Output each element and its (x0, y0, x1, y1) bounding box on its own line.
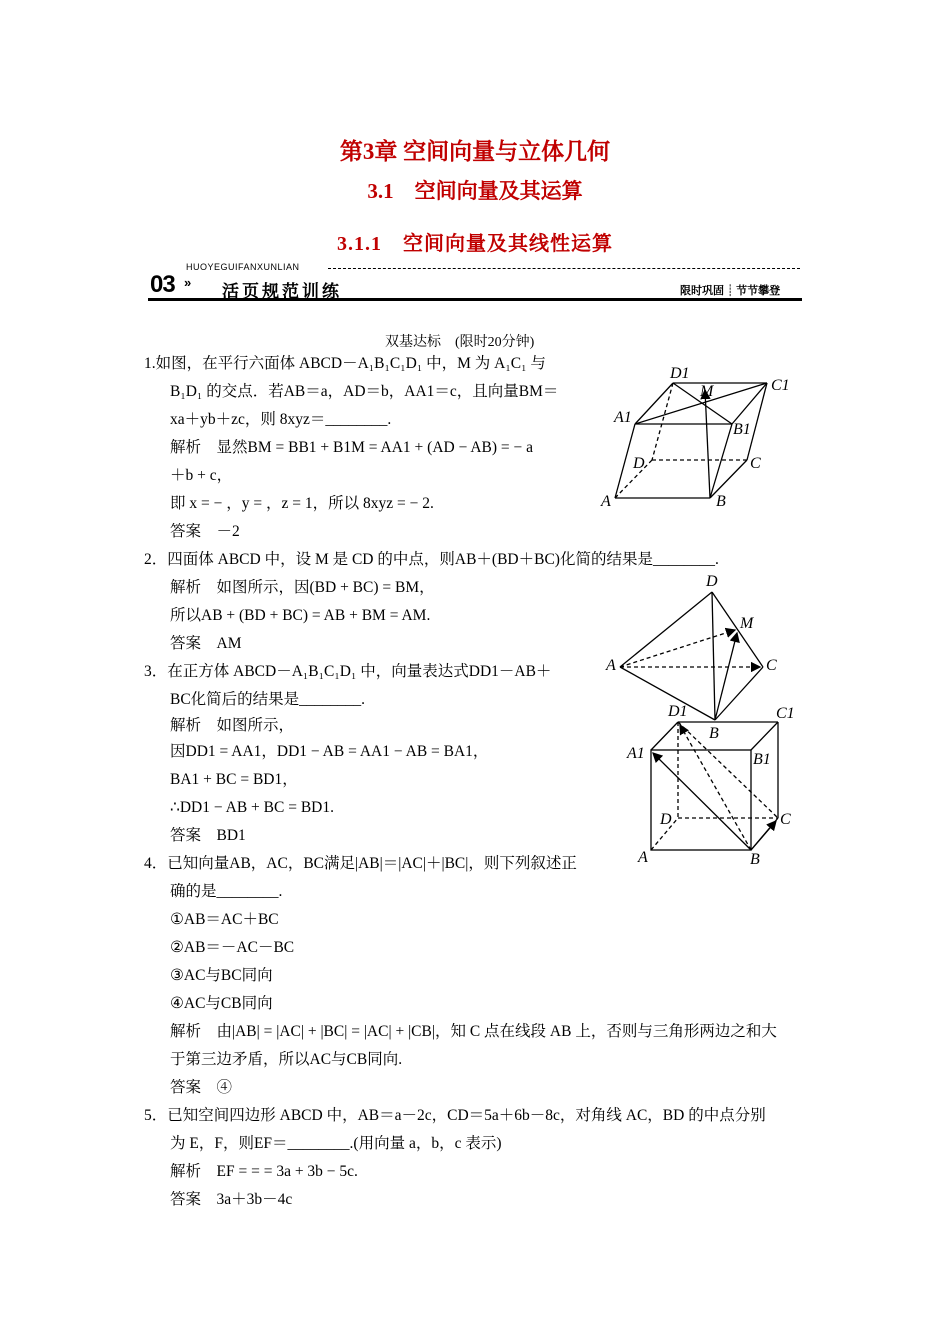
section-header: 双基达标 (限时20分钟) (385, 335, 535, 350)
problem-3-analysis-1: 解析 如图所示， (170, 717, 295, 734)
problem-1-analysis-3: 即 x = − ，y = ，z = 1，所以 8xyz = − 2. (170, 495, 434, 512)
problem-4-option-3: ③AC与BC同向 (170, 967, 273, 984)
label-a: A (638, 849, 648, 866)
label-m: M (700, 383, 714, 400)
label-b: B (750, 851, 760, 868)
banner-number: 03 (150, 271, 175, 298)
problem-3-answer: 答案 BD1 (170, 827, 246, 844)
label-d: D (633, 455, 645, 472)
figure-cube (620, 700, 805, 870)
section-title: 3.1 空间向量及其运算 (367, 179, 583, 203)
label-c: C (780, 811, 791, 828)
problem-4-analysis-1: 解析 由|AB| = |AC| + |BC| = |AC| + |CB|，知 C 点在线段 AB 上，否则与三角形两边之和大 (170, 1023, 777, 1040)
label-b: B (709, 725, 719, 742)
label-b1: B1 (733, 421, 751, 438)
problem-5-analysis-1: 解析 EF = = = 3a + 3b − 5c. (170, 1163, 358, 1180)
label-c1: C1 (776, 705, 795, 722)
problem-4-analysis-2: 于第三边矛盾，所以AC与CB同向. (170, 1051, 403, 1068)
problem-5-line-2: 为 E，F，则EF＝________.(用向量 a，b，c 表示) (170, 1135, 502, 1152)
problem-3-line-1: 3．在正方体 ABCD－A₁B₁C₁D₁ 中，向量表达式DD1－AB＋ (144, 663, 552, 680)
problem-1-line-1: 1.如图，在平行六面体 ABCD－A₁B₁C₁D₁ 中，M 为 A₁C₁ 与 (144, 355, 546, 372)
problem-2-analysis-2: 所以AB + (BD + BC) = AB + BM = AM. (170, 607, 431, 624)
chapter-title: 第3章 空间向量与立体几何 (339, 139, 611, 164)
problem-3-analysis-2: 因DD1 = AA1，DD1 − AB = AA1 − AB = BA1， (170, 743, 489, 760)
banner-rule (148, 298, 802, 301)
problem-1-analysis-2: ＋b + c， (170, 467, 233, 484)
label-b: B (716, 493, 726, 510)
problem-5-line-1: 5．已知空间四边形 ABCD 中，AB＝a－2c，CD＝5a＋6b－8c，对角线 AC，BD 的中点分别 (144, 1107, 766, 1124)
label-a: A (606, 657, 616, 674)
banner-pinyin: HUOYEGUIFANXUNLIAN (186, 262, 300, 272)
label-c1: C1 (771, 377, 790, 394)
label-a1: A1 (627, 745, 645, 762)
problem-3-analysis-4: ∴DD1 − AB + BC = BD1. (170, 799, 334, 816)
practice-banner (148, 262, 802, 302)
banner-dashes (328, 268, 800, 269)
label-a: A (601, 493, 611, 510)
problem-1-line-3: xa＋yb＋zc，则 8xyz＝________. (170, 411, 392, 428)
label-d1: D1 (668, 703, 688, 720)
label-d1: D1 (670, 365, 690, 382)
problem-3-analysis-3: BA1 + BC = BD1， (170, 771, 298, 788)
label-d: D (660, 811, 672, 828)
label-d: D (706, 573, 718, 590)
problem-3-line-2: BC化简后的结果是________. (170, 691, 366, 708)
problem-4-option-2: ②AB＝－AC－BC (170, 939, 295, 956)
problem-2-answer: 答案 AM (170, 635, 242, 652)
problem-4-line-2: 确的是________. (170, 883, 283, 900)
problem-4-answer: 答案 ④ (170, 1079, 233, 1096)
label-b1: B1 (753, 751, 771, 768)
problem-2-line-1: 2．四面体 ABCD 中，设 M 是 CD 的中点，则AB＋(BD＋BC)化简的结果是________. (144, 551, 719, 568)
label-c: C (750, 455, 761, 472)
label-c: C (766, 657, 777, 674)
banner-title: 活页规范训练 (222, 282, 342, 301)
label-m: M (740, 615, 754, 632)
problem-1-analysis-1: 解析 显然BM = BB1 + B1M = AA1 + (AD − AB) = − a (170, 439, 534, 456)
problem-1-line-2: B₁D₁ 的交点．若AB＝a，AD＝b，AA1＝c，且向量BM＝ (170, 383, 559, 400)
banner-right-text: 限时巩固 ┊ 节节攀登 (680, 285, 781, 297)
problem-4-line-1: 4．已知向量AB，AC，BC满足|AB|＝|AC|＋|BC|，则下列叙述正 (144, 855, 577, 872)
problem-2-analysis-1: 解析 如图所示，因(BD + BC) = BM， (170, 579, 435, 596)
problem-5-answer: 答案 3a＋3b－4c (170, 1191, 293, 1208)
problem-4-option-4: ④AC与CB同向 (170, 995, 273, 1012)
banner-chevron-icon: » (184, 275, 192, 290)
problem-1-answer: 答案 －2 (170, 523, 240, 540)
figure-parallelepiped (600, 360, 800, 520)
problem-4-option-1: ①AB＝AC＋BC (170, 911, 279, 928)
label-a1: A1 (614, 409, 632, 426)
subsection-title: 3.1.1 空间向量及其线性运算 (337, 233, 613, 255)
